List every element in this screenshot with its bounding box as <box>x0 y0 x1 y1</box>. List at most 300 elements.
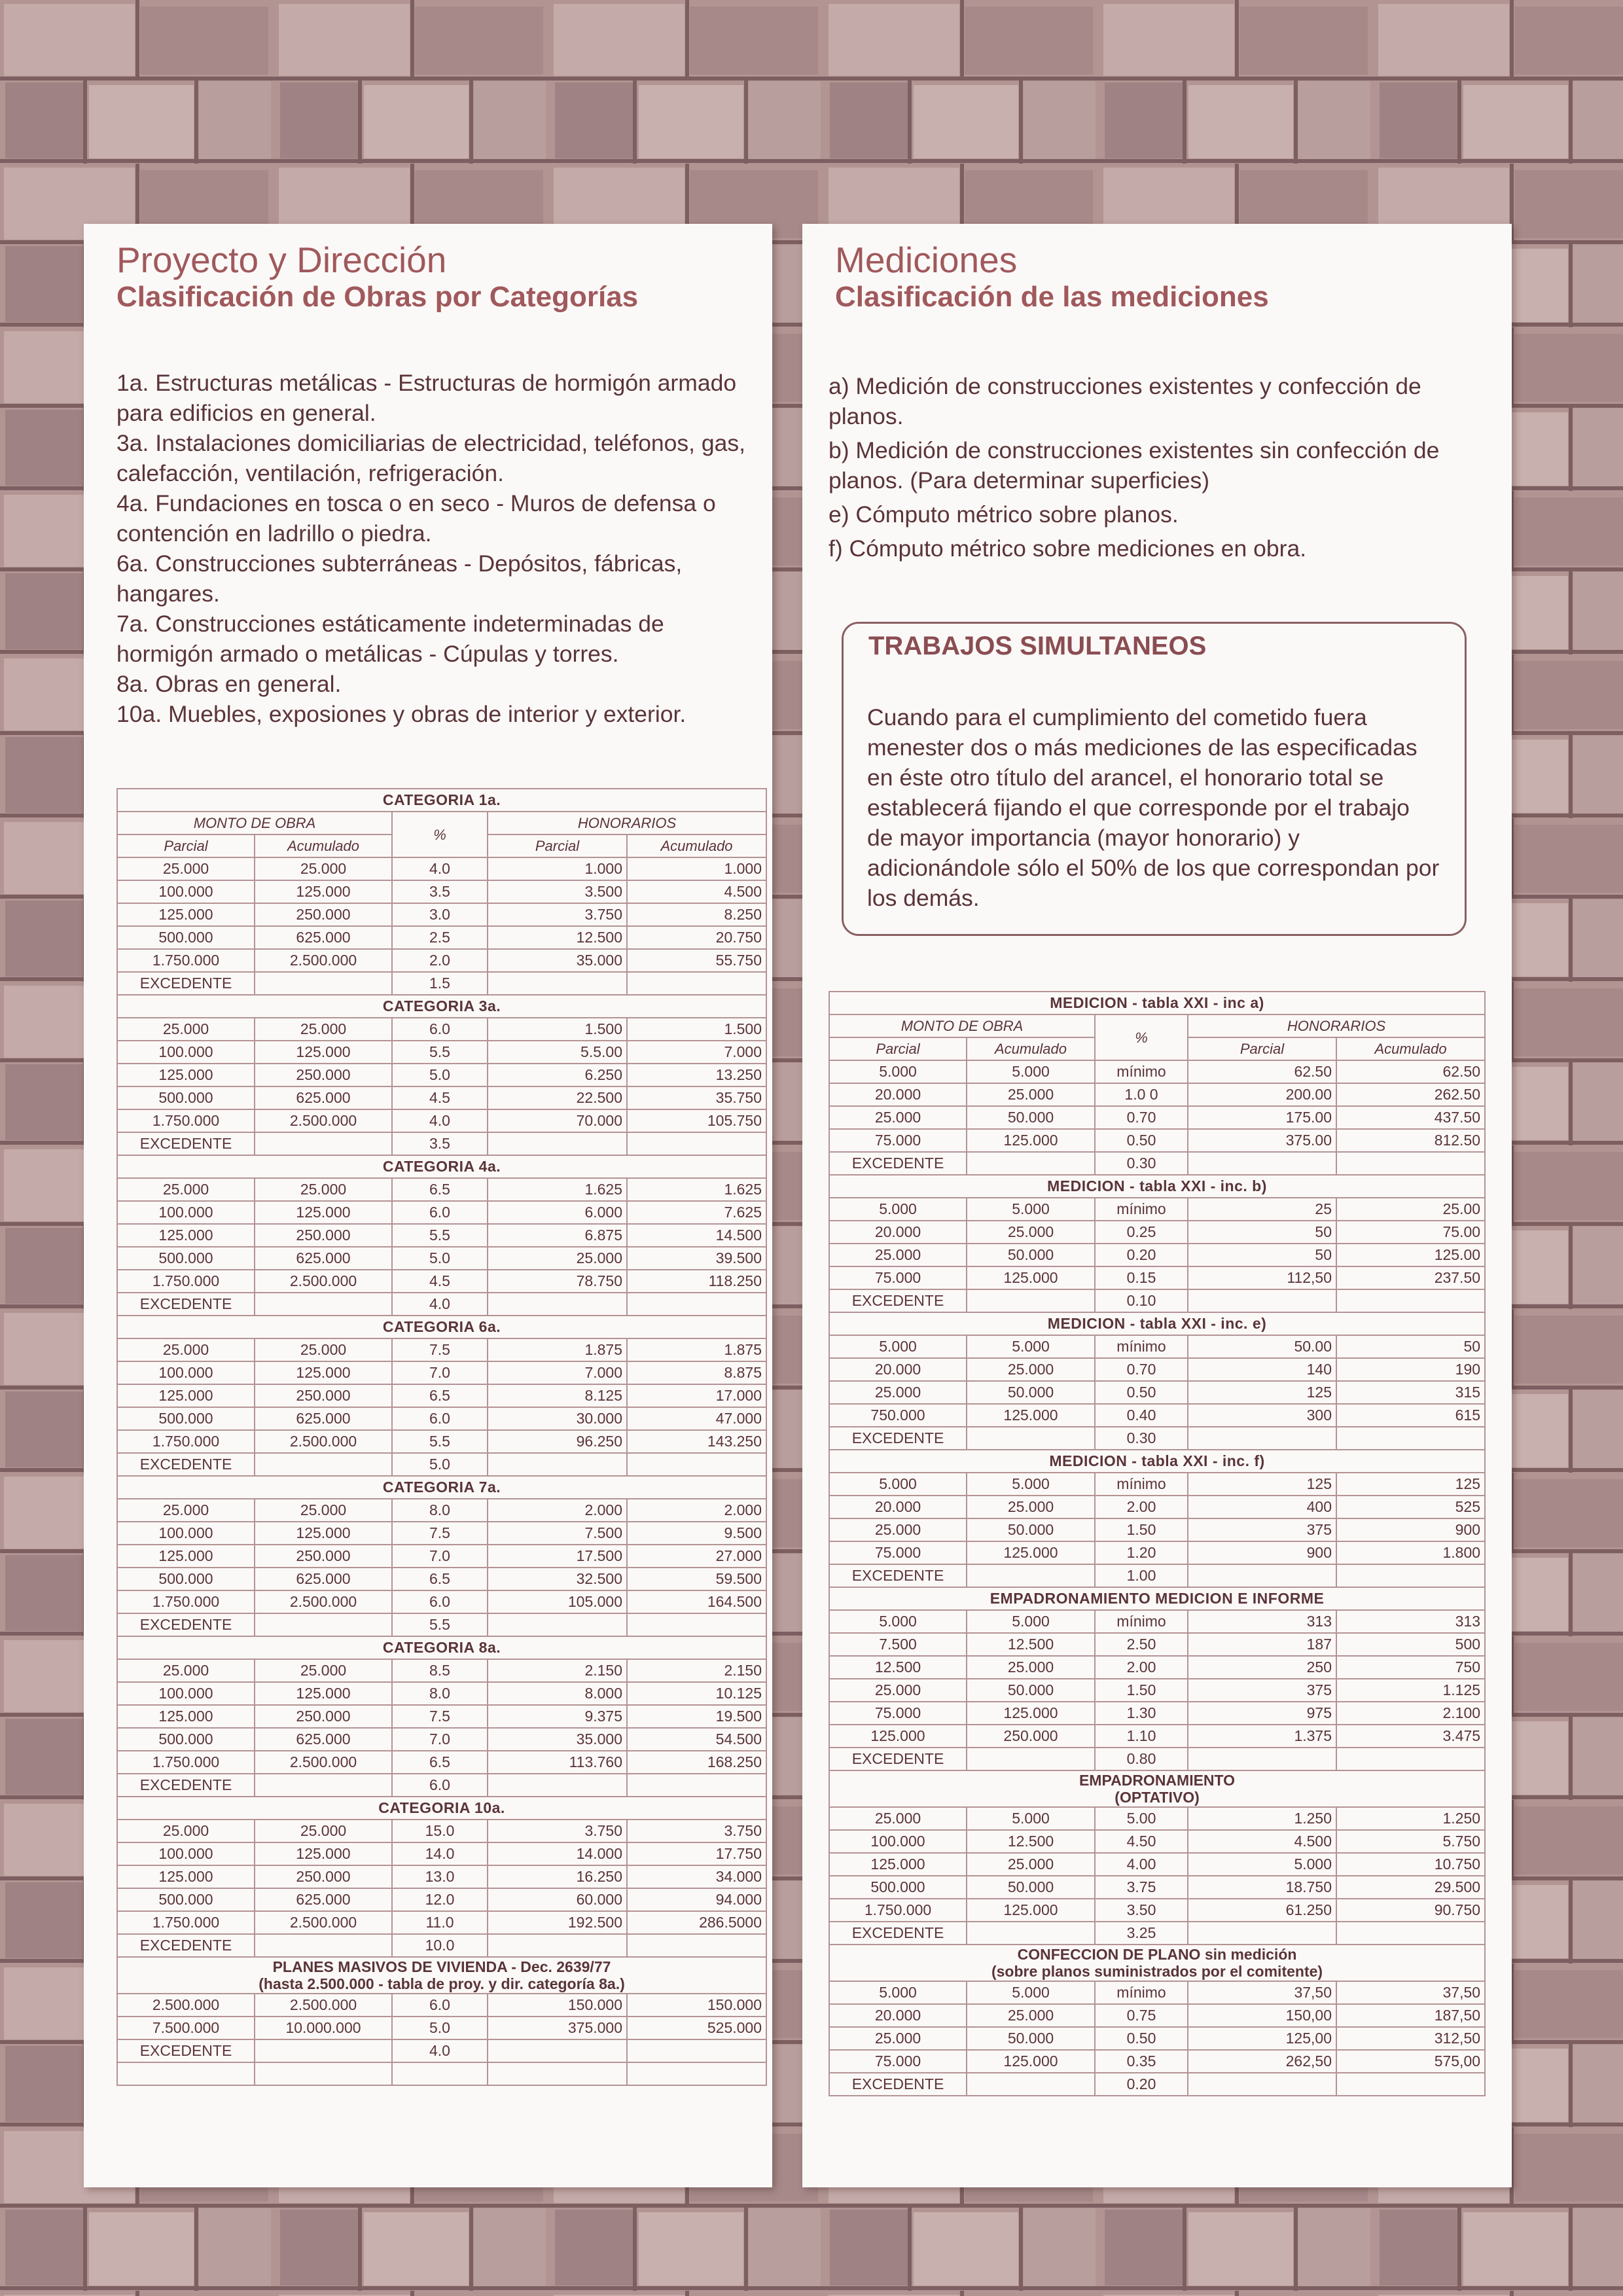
cell-honorario-acumulado: 10.750 <box>1336 1853 1485 1876</box>
cell-honorario-acumulado: 27.000 <box>627 1545 766 1568</box>
cell-monto-acumulado: 25.000 <box>967 1083 1095 1106</box>
measurement-item-f: f) Cómputo métrico sobre mediciones en obra. <box>829 535 1307 562</box>
table-row <box>117 1499 766 1522</box>
header-percent: % <box>1095 1014 1188 1060</box>
table-row <box>829 1748 1485 1770</box>
cell-honorario-parcial <box>1188 1289 1336 1312</box>
section-title <box>117 1636 766 1659</box>
cell-monto-acumulado: 125.000 <box>255 1842 392 1865</box>
cell-monto-acumulado: 125.000 <box>255 1041 392 1064</box>
header-monto: MONTO DE OBRA <box>829 1014 1095 1037</box>
cell-honorario-parcial <box>488 1774 627 1797</box>
cell-monto-parcial: 75.000 <box>829 2050 967 2073</box>
cell-monto-parcial: 1.750.000 <box>117 1751 255 1774</box>
cell-percent <box>392 2062 488 2085</box>
section-title-row <box>829 1175 1485 1198</box>
section-title-row <box>829 1587 1485 1610</box>
cell-honorario-parcial: 375 <box>1188 1679 1336 1702</box>
table-row <box>117 1132 766 1155</box>
cell-honorario-acumulado: 25.00 <box>1336 1198 1485 1221</box>
cell-honorario-acumulado: 118.250 <box>627 1270 766 1293</box>
cell-honorario-acumulado: 75.00 <box>1336 1221 1485 1244</box>
cell-monto-parcial: 25.000 <box>117 1338 255 1361</box>
cell-honorario-parcial: 6.250 <box>488 1064 627 1086</box>
table-row <box>117 1224 766 1247</box>
cell-honorario-parcial: 175.00 <box>1188 1106 1336 1129</box>
table-row <box>117 1361 766 1384</box>
cell-percent: 0.50 <box>1095 2027 1188 2050</box>
cell-honorario-parcial: 375 <box>1188 1518 1336 1541</box>
cell-monto-acumulado: 2.500.000 <box>255 1270 392 1293</box>
table-row <box>117 1041 766 1064</box>
cell-percent: 6.0 <box>392 1407 488 1430</box>
cell-percent: 5.0 <box>392 1453 488 1476</box>
section-title-row <box>117 1316 766 1338</box>
cell-percent: 5.00 <box>1095 1807 1188 1830</box>
cell-monto-parcial: 25.000 <box>829 1106 967 1129</box>
section-title-row <box>117 1476 766 1499</box>
cell-monto-acumulado: 12.500 <box>967 1830 1095 1853</box>
cell-honorario-acumulado <box>1336 1152 1485 1175</box>
cell-percent: mínimo <box>1095 1610 1188 1633</box>
cell-honorario-acumulado: 187,50 <box>1336 2004 1485 2027</box>
category-item-8a: 8a. Obras en general. <box>116 671 342 697</box>
section-title-text: MEDICION - tabla XXI - inc. b) <box>1047 1177 1267 1194</box>
cell-honorario-parcial: 313 <box>1188 1610 1336 1633</box>
cell-monto-acumulado: 50.000 <box>967 1381 1095 1404</box>
cell-percent: 0.75 <box>1095 2004 1188 2027</box>
cell-monto-acumulado: 25.000 <box>255 1178 392 1201</box>
table-row <box>117 1888 766 1911</box>
cell-honorario-parcial <box>1188 1152 1336 1175</box>
cell-monto-parcial: EXCEDENTE <box>829 1427 967 1450</box>
table-row <box>117 926 766 949</box>
cell-percent: 6.0 <box>392 1774 488 1797</box>
cell-percent: 14.0 <box>392 1842 488 1865</box>
cell-monto-parcial: 750.000 <box>829 1404 967 1427</box>
cell-percent: 3.0 <box>392 903 488 926</box>
table-row <box>117 1064 766 1086</box>
table-row <box>829 1152 1485 1175</box>
cell-percent: 5.5 <box>392 1613 488 1636</box>
header-honorarios: HONORARIOS <box>1188 1014 1485 1037</box>
cell-monto-acumulado: 2.500.000 <box>255 949 392 972</box>
cell-percent: 6.0 <box>392 1018 488 1041</box>
cell-honorario-acumulado: 125.00 <box>1336 1244 1485 1266</box>
cell-monto-acumulado <box>255 1774 392 1797</box>
cell-monto-parcial: 500.000 <box>829 1876 967 1899</box>
cell-honorario-acumulado: 10.125 <box>627 1682 766 1705</box>
cell-honorario-acumulado <box>627 1453 766 1476</box>
cell-monto-parcial: 5.000 <box>829 1335 967 1358</box>
cell-honorario-parcial: 8.125 <box>488 1384 627 1407</box>
cell-honorario-parcial: 30.000 <box>488 1407 627 1430</box>
cell-honorario-acumulado <box>1336 1922 1485 1945</box>
cell-honorario-parcial: 400 <box>1188 1496 1336 1518</box>
cell-monto-acumulado <box>967 1748 1095 1770</box>
cell-honorario-parcial <box>488 2039 627 2062</box>
cell-honorario-parcial: 9.375 <box>488 1705 627 1728</box>
table-row <box>117 1705 766 1728</box>
table-row <box>117 1911 766 1934</box>
cell-honorario-parcial: 60.000 <box>488 1888 627 1911</box>
cell-percent: 0.40 <box>1095 1404 1188 1427</box>
cell-monto-acumulado: 250.000 <box>255 1705 392 1728</box>
cell-percent: mínimo <box>1095 1060 1188 1083</box>
table-row <box>829 1725 1485 1748</box>
cell-monto-acumulado <box>967 1289 1095 1312</box>
cell-monto-parcial: 1.750.000 <box>117 1430 255 1453</box>
table-row <box>829 1541 1485 1564</box>
cell-honorario-acumulado: 90.750 <box>1336 1899 1485 1922</box>
cell-monto-parcial: 25.000 <box>117 1659 255 1682</box>
cell-honorario-acumulado <box>627 1774 766 1797</box>
cell-honorario-parcial: 125 <box>1188 1381 1336 1404</box>
cell-monto-parcial: 100.000 <box>829 1830 967 1853</box>
cell-monto-acumulado: 5.000 <box>967 1473 1095 1496</box>
table-row <box>117 1994 766 2017</box>
cell-percent: 7.0 <box>392 1545 488 1568</box>
cell-honorario-parcial: 1.000 <box>488 857 627 880</box>
table-row <box>117 1522 766 1545</box>
cell-monto-acumulado: 625.000 <box>255 926 392 949</box>
table-row <box>829 2073 1485 2096</box>
cell-monto-parcial <box>117 2062 255 2085</box>
cell-honorario-acumulado: 50 <box>1336 1335 1485 1358</box>
cell-monto-acumulado: 125.000 <box>967 1702 1095 1725</box>
table-row <box>829 1679 1485 1702</box>
cell-monto-acumulado: 125.000 <box>967 1266 1095 1289</box>
cell-honorario-acumulado: 286.5000 <box>627 1911 766 1934</box>
section-subtitle-text: (OPTATIVO) <box>1115 1789 1200 1806</box>
cell-monto-parcial: 20.000 <box>829 2004 967 2027</box>
cell-percent: mínimo <box>1095 1473 1188 1496</box>
category-item-4a: 4a. Fundaciones en tosca o en seco - Muros de defensa o contención en ladrillo o piedra. <box>116 490 716 547</box>
cell-monto-acumulado <box>255 1934 392 1957</box>
table-row <box>117 903 766 926</box>
cell-honorario-acumulado: 2.150 <box>627 1659 766 1682</box>
cell-monto-parcial: 100.000 <box>117 1522 255 1545</box>
cell-monto-acumulado: 25.000 <box>967 1656 1095 1679</box>
table-row <box>829 1981 1485 2004</box>
cell-percent: 2.0 <box>392 949 488 972</box>
cell-honorario-parcial: 192.500 <box>488 1911 627 1934</box>
cell-percent: 0.15 <box>1095 1266 1188 1289</box>
cell-honorario-parcial: 125 <box>1188 1473 1336 1496</box>
table-row <box>829 1427 1485 1450</box>
cell-honorario-acumulado <box>1336 1289 1485 1312</box>
cell-percent: 7.0 <box>392 1361 488 1384</box>
right-title: Mediciones <box>835 240 1018 280</box>
cell-percent: 0.30 <box>1095 1152 1188 1175</box>
cell-percent: 4.50 <box>1095 1830 1188 1853</box>
table-row <box>829 1496 1485 1518</box>
cell-percent: 1.30 <box>1095 1702 1188 1725</box>
cell-monto-acumulado: 5.000 <box>967 1060 1095 1083</box>
cell-honorario-parcial: 150.000 <box>488 1994 627 2017</box>
cell-honorario-acumulado: 19.500 <box>627 1705 766 1728</box>
cell-percent: 3.25 <box>1095 1922 1188 1945</box>
cell-monto-parcial: 25.000 <box>117 1499 255 1522</box>
table-row <box>117 972 766 995</box>
cell-honorario-acumulado: 312,50 <box>1336 2027 1485 2050</box>
cell-honorario-acumulado: 750 <box>1336 1656 1485 1679</box>
cell-percent: 4.0 <box>392 2039 488 2062</box>
table-row <box>117 1293 766 1316</box>
cell-honorario-acumulado: 9.500 <box>627 1522 766 1545</box>
table-row <box>829 1473 1485 1496</box>
cell-percent: 6.5 <box>392 1568 488 1590</box>
section-title-text: CATEGORIA 4a. <box>382 1158 501 1175</box>
table-row <box>829 1221 1485 1244</box>
cell-percent: 4.0 <box>392 1293 488 1316</box>
cell-honorario-parcial: 17.500 <box>488 1545 627 1568</box>
cell-honorario-parcial <box>1188 1748 1336 1770</box>
cell-honorario-parcial: 2.000 <box>488 1499 627 1522</box>
cell-monto-acumulado: 25.000 <box>967 1358 1095 1381</box>
cell-honorario-acumulado: 812.50 <box>1336 1129 1485 1152</box>
table-row <box>117 2039 766 2062</box>
cell-monto-acumulado: 25.000 <box>255 1499 392 1522</box>
category-item-3a: 3a. Instalaciones domiciliarias de electricidad, teléfonos, gas, calefacción, ventilación, refrigeración. <box>116 430 745 486</box>
measurement-item-a: a) Medición de construcciones existentes y confección de planos. <box>829 373 1421 429</box>
table-row <box>117 1018 766 1041</box>
cell-honorario-acumulado: 1.125 <box>1336 1679 1485 1702</box>
cell-percent: 15.0 <box>392 1820 488 1842</box>
header-parcial: Parcial <box>1188 1037 1336 1060</box>
section-title <box>829 1450 1485 1473</box>
cell-monto-parcial: EXCEDENTE <box>117 1774 255 1797</box>
cell-monto-parcial: 125.000 <box>117 1384 255 1407</box>
cell-monto-parcial: 1.750.000 <box>117 949 255 972</box>
table-row <box>829 1060 1485 1083</box>
cell-monto-acumulado <box>255 1453 392 1476</box>
header-acumulado: Acumulado <box>1336 1037 1485 1060</box>
cell-honorario-acumulado: 20.750 <box>627 926 766 949</box>
cell-honorario-parcial: 70.000 <box>488 1109 627 1132</box>
cell-percent: 3.5 <box>392 1132 488 1155</box>
table-row <box>829 1129 1485 1152</box>
cell-honorario-parcial: 35.000 <box>488 1728 627 1751</box>
cell-percent: 0.10 <box>1095 1289 1188 1312</box>
cell-monto-acumulado <box>255 2062 392 2085</box>
cell-honorario-acumulado: 313 <box>1336 1610 1485 1633</box>
cell-monto-acumulado: 125.000 <box>255 1201 392 1224</box>
cell-monto-acumulado <box>967 1922 1095 1945</box>
cell-monto-parcial: 20.000 <box>829 1221 967 1244</box>
cell-monto-parcial: 500.000 <box>117 1247 255 1270</box>
cell-monto-parcial: 500.000 <box>117 1568 255 1590</box>
cell-honorario-acumulado <box>627 1293 766 1316</box>
cell-honorario-acumulado: 55.750 <box>627 949 766 972</box>
cell-percent: 12.0 <box>392 1888 488 1911</box>
cell-percent: 6.5 <box>392 1751 488 1774</box>
cell-monto-parcial: 125.000 <box>117 903 255 926</box>
cell-monto-parcial: 25.000 <box>829 1518 967 1541</box>
header-acumulado: Acumulado <box>627 834 766 857</box>
section-title-text: CATEGORIA 1a. <box>382 791 501 808</box>
cell-monto-parcial: 7.500.000 <box>117 2017 255 2039</box>
cell-percent: 0.25 <box>1095 1221 1188 1244</box>
cell-monto-parcial: 2.500.000 <box>117 1994 255 2017</box>
table-row <box>829 1244 1485 1266</box>
cell-honorario-parcial: 105.000 <box>488 1590 627 1613</box>
cell-honorario-acumulado: 105.750 <box>627 1109 766 1132</box>
table-row <box>117 1613 766 1636</box>
cell-monto-acumulado <box>255 1293 392 1316</box>
cell-honorario-parcial: 375.00 <box>1188 1129 1336 1152</box>
table-row <box>829 1899 1485 1922</box>
left-heading <box>116 240 638 314</box>
cell-monto-parcial: 75.000 <box>829 1702 967 1725</box>
cell-percent: 1.0 0 <box>1095 1083 1188 1106</box>
cell-monto-acumulado: 25.000 <box>255 1820 392 1842</box>
cell-monto-parcial: 75.000 <box>829 1129 967 1152</box>
table-row <box>829 1381 1485 1404</box>
section-title <box>829 1587 1485 1610</box>
cell-monto-acumulado: 50.000 <box>967 1679 1095 1702</box>
cell-monto-parcial: 125.000 <box>117 1224 255 1247</box>
section-title-text: MEDICION - tabla XXI - inc a) <box>1050 994 1264 1011</box>
table-row <box>829 1807 1485 1830</box>
cell-percent: 1.50 <box>1095 1518 1188 1541</box>
cell-percent: 6.5 <box>392 1384 488 1407</box>
cell-percent: 5.5 <box>392 1041 488 1064</box>
cell-percent: 3.50 <box>1095 1899 1188 1922</box>
category-item-1a: 1a. Estructuras metálicas - Estructuras de hormigón armado para edificios en general. <box>116 370 737 426</box>
cell-honorario-parcial: 262,50 <box>1188 2050 1336 2073</box>
section-title-row <box>829 1770 1485 1807</box>
table-row <box>117 1407 766 1430</box>
cell-honorario-parcial: 1.875 <box>488 1338 627 1361</box>
cell-monto-parcial: 25.000 <box>829 1807 967 1830</box>
cell-monto-acumulado: 25.000 <box>967 1853 1095 1876</box>
cell-honorario-parcial: 96.250 <box>488 1430 627 1453</box>
cell-percent: 7.0 <box>392 1728 488 1751</box>
cell-honorario-parcial: 1.625 <box>488 1178 627 1201</box>
cell-percent: 4.5 <box>392 1086 488 1109</box>
table-row <box>117 1820 766 1842</box>
cell-honorario-acumulado: 47.000 <box>627 1407 766 1430</box>
cell-honorario-acumulado <box>627 1934 766 1957</box>
cell-monto-parcial: 25.000 <box>829 1381 967 1404</box>
cell-honorario-acumulado: 35.750 <box>627 1086 766 1109</box>
cell-honorario-parcial: 250 <box>1188 1656 1336 1679</box>
cell-honorario-parcial: 2.150 <box>488 1659 627 1682</box>
table-row <box>829 1656 1485 1679</box>
table-row <box>829 1198 1485 1221</box>
cell-monto-parcial: 7.500 <box>829 1633 967 1656</box>
cell-honorario-acumulado: 164.500 <box>627 1590 766 1613</box>
table-row <box>117 1453 766 1476</box>
category-item-10a: 10a. Muebles, exposiones y obras de interior y exterior. <box>116 701 687 727</box>
cell-percent: 1.10 <box>1095 1725 1188 1748</box>
section-title-row <box>117 1797 766 1820</box>
cell-monto-parcial: 25.000 <box>117 1820 255 1842</box>
section-title-row <box>117 789 766 812</box>
table-row <box>829 1922 1485 1945</box>
cell-monto-acumulado: 2.500.000 <box>255 1751 392 1774</box>
cell-monto-acumulado: 625.000 <box>255 1568 392 1590</box>
cell-monto-parcial: EXCEDENTE <box>117 1132 255 1155</box>
cell-honorario-acumulado: 237.50 <box>1336 1266 1485 1289</box>
cell-percent: 0.20 <box>1095 1244 1188 1266</box>
cell-monto-parcial: EXCEDENTE <box>117 1453 255 1476</box>
cell-percent: 6.0 <box>392 1201 488 1224</box>
cell-monto-parcial: EXCEDENTE <box>117 2039 255 2062</box>
cell-honorario-parcial <box>488 1132 627 1155</box>
measurement-item-e: e) Cómputo métrico sobre planos. <box>829 501 1179 528</box>
table-row <box>829 1830 1485 1853</box>
cell-monto-parcial: 500.000 <box>117 1407 255 1430</box>
cell-monto-parcial: 5.000 <box>829 1060 967 1083</box>
cell-honorario-parcial <box>488 2062 627 2085</box>
cell-percent: 6.5 <box>392 1178 488 1201</box>
cell-monto-acumulado: 5.000 <box>967 1807 1095 1830</box>
cell-monto-parcial: 5.000 <box>829 1473 967 1496</box>
cell-monto-acumulado: 50.000 <box>967 1244 1095 1266</box>
cell-percent: 3.5 <box>392 880 488 903</box>
cell-honorario-parcial: 3.500 <box>488 880 627 903</box>
cell-honorario-parcial: 300 <box>1188 1404 1336 1427</box>
cell-percent: 8.0 <box>392 1682 488 1705</box>
cell-honorario-parcial <box>1188 2073 1336 2096</box>
table-row <box>829 1518 1485 1541</box>
cell-monto-acumulado: 5.000 <box>967 1335 1095 1358</box>
cell-monto-acumulado: 25.000 <box>967 1221 1095 1244</box>
cell-monto-acumulado: 2.500.000 <box>255 1590 392 1613</box>
cell-honorario-parcial: 16.250 <box>488 1865 627 1888</box>
cell-honorario-parcial: 4.500 <box>1188 1830 1336 1853</box>
cell-monto-acumulado: 125.000 <box>967 1404 1095 1427</box>
cell-percent: 0.35 <box>1095 2050 1188 2073</box>
cell-monto-acumulado: 125.000 <box>255 1682 392 1705</box>
cell-percent: 2.50 <box>1095 1633 1188 1656</box>
header-parcial: Parcial <box>488 834 627 857</box>
cell-honorario-parcial <box>488 1613 627 1636</box>
cell-monto-parcial: 20.000 <box>829 1358 967 1381</box>
section-title <box>117 995 766 1018</box>
section-title <box>829 1945 1485 1981</box>
cell-monto-acumulado: 25.000 <box>255 1338 392 1361</box>
cell-monto-acumulado: 125.000 <box>967 1541 1095 1564</box>
header-acumulado: Acumulado <box>255 834 392 857</box>
cell-monto-parcial: 125.000 <box>117 1545 255 1568</box>
cell-monto-acumulado: 25.000 <box>967 1496 1095 1518</box>
cell-honorario-parcial: 50 <box>1188 1244 1336 1266</box>
cell-honorario-acumulado: 190 <box>1336 1358 1485 1381</box>
cell-honorario-acumulado <box>627 1613 766 1636</box>
cell-percent: mínimo <box>1095 1335 1188 1358</box>
cell-honorario-acumulado <box>1336 2073 1485 2096</box>
cell-honorario-acumulado: 1.250 <box>1336 1807 1485 1830</box>
cell-honorario-acumulado: 4.500 <box>627 880 766 903</box>
table-row <box>117 1201 766 1224</box>
cell-honorario-parcial: 25 <box>1188 1198 1336 1221</box>
cell-percent: 13.0 <box>392 1865 488 1888</box>
cell-honorario-acumulado: 59.500 <box>627 1568 766 1590</box>
cell-honorario-parcial: 1.375 <box>1188 1725 1336 1748</box>
cell-percent: 0.50 <box>1095 1129 1188 1152</box>
cell-honorario-acumulado <box>627 1132 766 1155</box>
header-percent: % <box>392 812 488 857</box>
cell-monto-acumulado: 12.500 <box>967 1633 1095 1656</box>
cell-honorario-acumulado: 5.750 <box>1336 1830 1485 1853</box>
section-title <box>117 1797 766 1820</box>
section-title <box>829 1312 1485 1335</box>
table-row <box>829 2050 1485 2073</box>
simultaneous-work-box <box>842 622 1467 936</box>
